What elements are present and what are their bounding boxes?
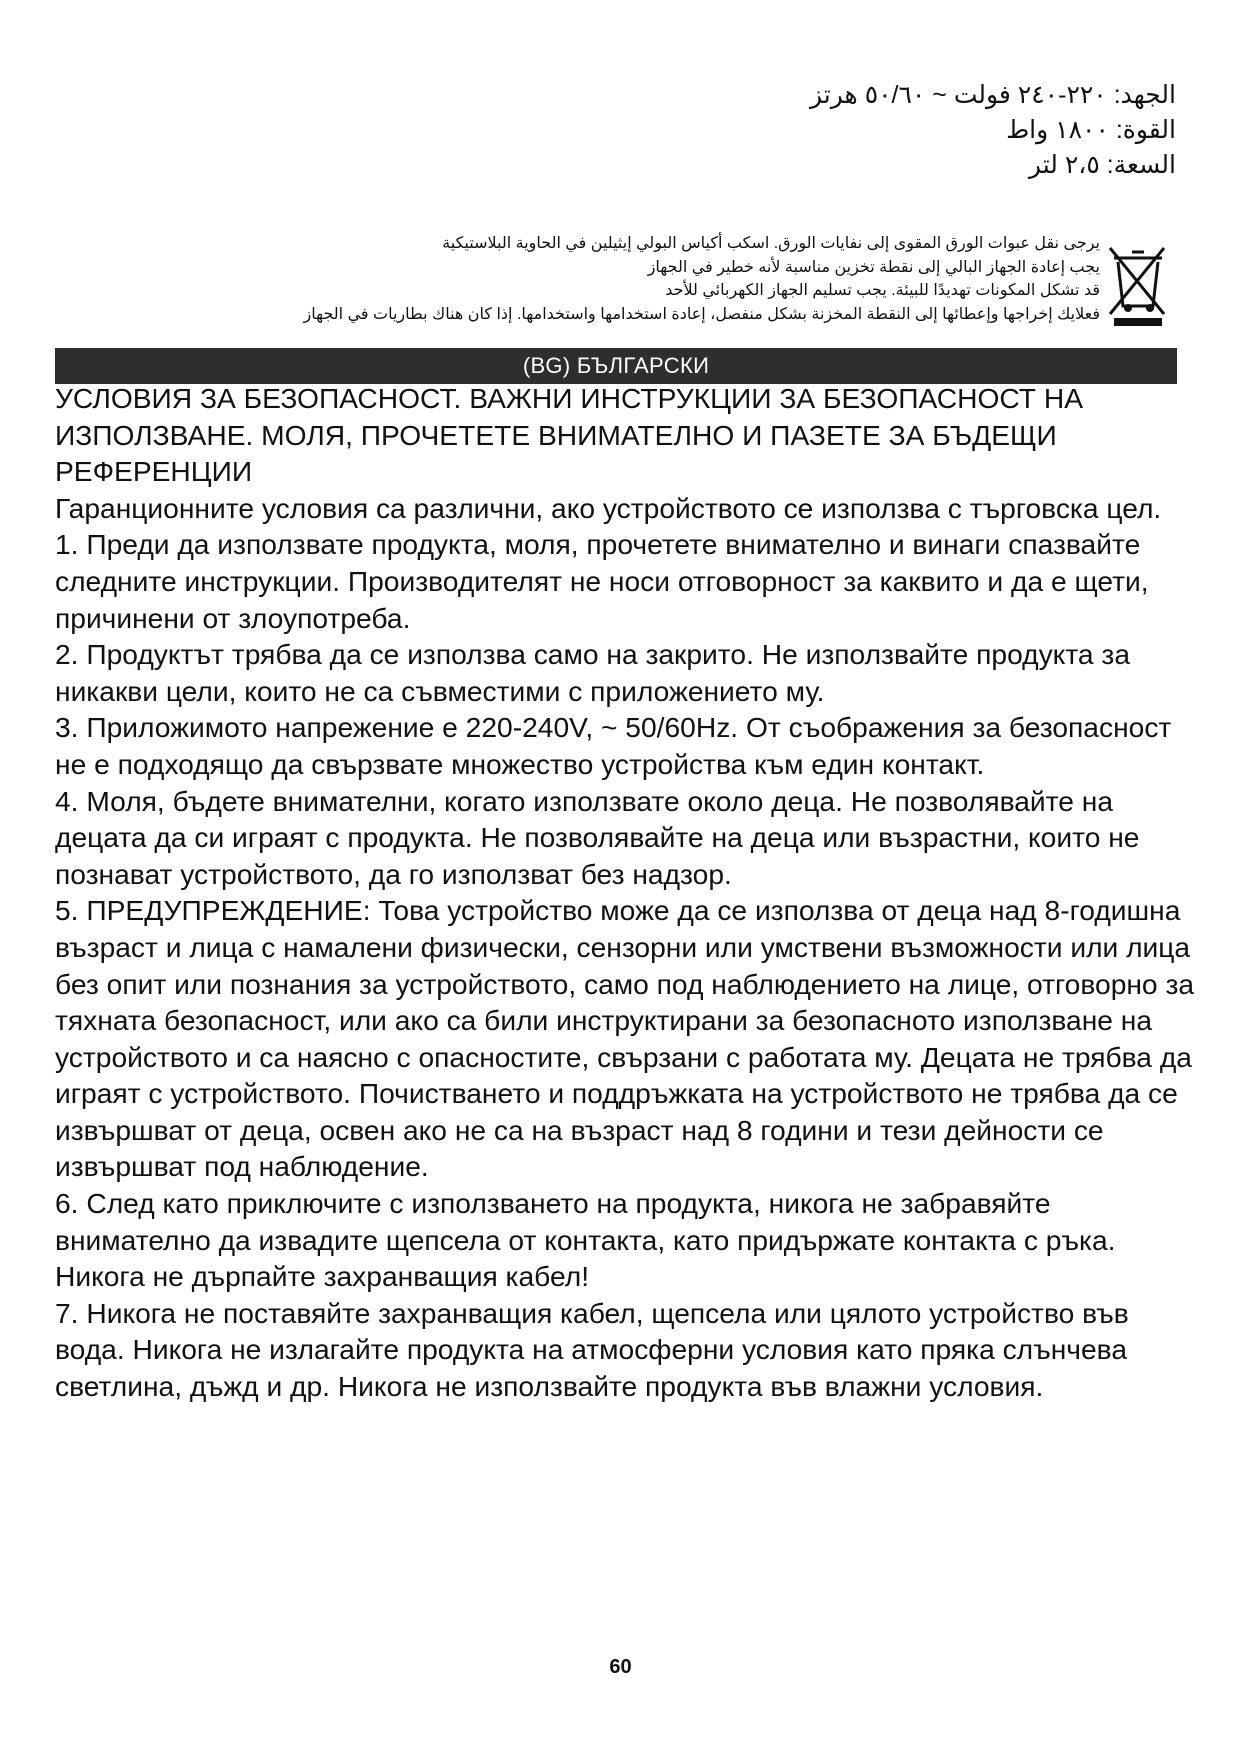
page-number: 60 — [609, 1656, 632, 1678]
instruction-item: 3. Приложимото напрежение е 220-240V, ~ 50/60Hz. От съображения за безопасност не е подходящо да свързвате множество устройства към един контакт. — [55, 711, 1172, 780]
instruction-item: 6. След като приключите с използването на продукта, никога не забравяйте внимателно да извадите щепсела от контакта, като придържате контакта с ръка. Никога не дърпайте захранващия кабел! — [55, 1187, 1116, 1293]
language-header: (BG) БЪЛГАРСКИ — [55, 348, 1177, 384]
recycling-line-4: فعلايك إخراجها وإعطائها إلى النقطة المخزنة بشكل منفصل، إعادة استخدامها واستخدامها. إذا كان هناك بطاريات في الجهاز — [303, 305, 1100, 323]
warranty-note: Гаранционните условия са различни, ако устройството се използва с търговска цел. — [55, 491, 1162, 524]
instruction-item: 4. Моля, бъдете внимателни, когато използвате около деца. Не позволявайте на децата да си играят с продукта. Не позволявайте на деца или възрастни, които не познават устройството, да го използват без надзор. — [55, 784, 1140, 890]
safety-heading: УСЛОВИЯ ЗА БЕЗОПАСНОСТ. ВАЖНИ ИНСТРУКЦИИ ЗА БЕЗОПАСНОСТ НА ИЗПОЛЗВАНЕ. МОЛЯ, ПРОЧЕТЕТЕ ВНИМАТЕЛНО И ПАЗЕТЕ ЗА БЪДЕЩИ РЕФЕРЕНЦИИ — [55, 382, 1083, 488]
instruction-item: 7. Никога не поставяйте захранващия кабел, щепсела или цялото устройство във вода. Никога не излагайте продукта на атмосферни условия като пряка слънчева светлина, дъжд и др. Никога не използвайте продукта във влажни условия. — [55, 1296, 1129, 1403]
voltage-spec: الجهد: ٢٢٠-٢٤٠ فولت ~ ٥٠/٦٠ هرتز — [810, 81, 1176, 109]
crossed-out-wheelie-bin-icon — [1106, 242, 1170, 330]
instruction-item: 1. Преди да използвате продукта, моля, прочетете внимателно и винаги спазвайте следните инструкции. Производителят не носи отговорност за каквито и да е щети, причинени от злоупотреба. — [55, 528, 1149, 634]
recycling-line-2: يجب إعادة الجهاز البالي إلى نقطة تخزين مناسبة لأنه خطير في الجهاز — [647, 258, 1100, 276]
recycling-line-1: يرجى نقل عبوات الورق المقوى إلى نفايات الورق. اسكب أكياس البولي إيثيلين في الحاوية البلاستيكية — [442, 235, 1100, 252]
instruction-item: 5. ПРЕДУПРЕЖДЕНИЕ: Това устройство може да се използва от деца над 8-годишна възраст и лица с намалени физически, сензорни или умствени възможности или лица без опит или познания за устройството, само под наблюдението на лице, отговорно за тяхната безопасност, или ако са били инструктирани за безопасното използване на устройството и са наясно с опасностите, свързани с работата му. Децата не трябва да играят с устройството. Почистването и поддръжката на устройството не трябва да се извършват от деца, освен ако не са на възраст над 8 години и тези дейности се извършват под наблюдение. — [55, 894, 1195, 1183]
recycling-text — [240, 232, 1100, 326]
instruction-item: 2. Продуктът трябва да се използва само на закрито. Не използвайте продукта за никакви цели, които не са съвместими с приложението му. — [55, 638, 1131, 707]
capacity-spec: السعة: ٢،٥ لتر — [1028, 151, 1176, 179]
specifications-block — [576, 78, 1176, 183]
instructions-body — [55, 380, 1195, 1405]
recycling-line-3: قد تشكل المكونات تهديدًا للبيئة. يجب تسليم الجهاز الكهربائي للأحد — [665, 282, 1100, 299]
recycling-notice — [240, 228, 1120, 338]
power-spec: القوة: ١٨٠٠ واط — [1006, 116, 1176, 144]
